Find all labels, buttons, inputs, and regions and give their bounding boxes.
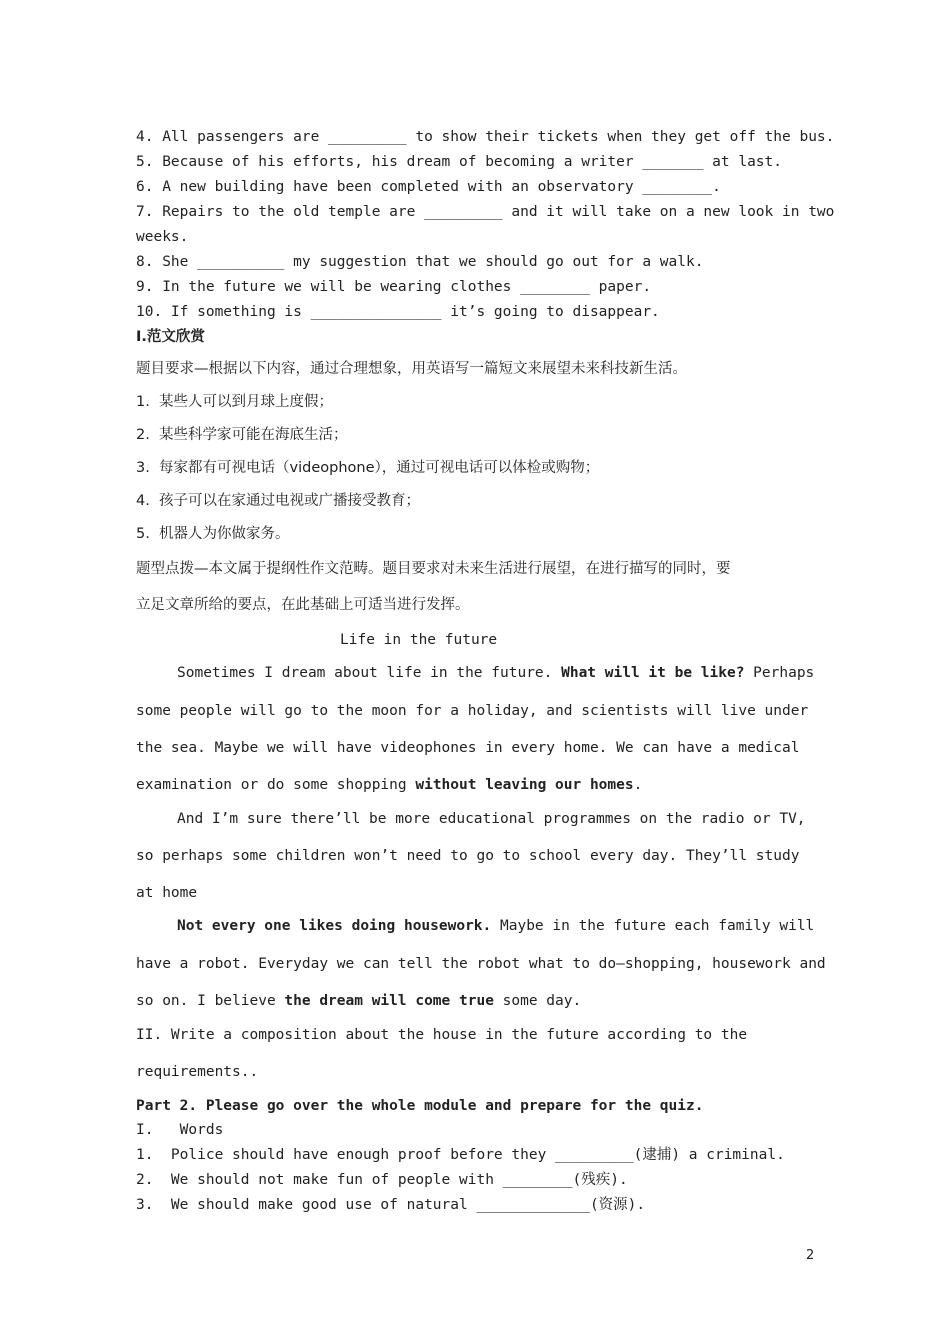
tips-line-1: 题型点拨—本文属于提纲性作文范畴。题目要求对未来生活进行展望，在进行描写的同时，要 <box>136 561 731 577</box>
section2-line1: II. Write a composition about the house in the future according to the <box>136 1027 748 1043</box>
essay-p1-line1 <box>177 664 814 682</box>
tips-line-2: 立足文章所给的要点，在此基础上可适当进行发挥。 <box>136 597 470 613</box>
exercise-item-5: 5. Because of his efforts, his dream of becoming a writer _______ at last. <box>136 154 783 170</box>
prompt-intro: 题目要求—根据以下内容，通过合理想象，用英语写一篇短文来展望未来科技新生活。 <box>136 361 687 377</box>
essay-p1-line2: some people will go to the moon for a holiday, and scientists will live under <box>136 703 809 719</box>
part2-title: Part 2. Please go over the whole module and prepare for the quiz. <box>136 1098 704 1114</box>
essay-text: . <box>633 777 643 793</box>
essay-text: some day. <box>493 993 582 1009</box>
words-item-1: 1. Police should have enough proof before they _________(逮捕) a criminal. <box>136 1147 785 1163</box>
essay-p1-line4 <box>136 776 642 794</box>
essay-text: examination or do some shopping <box>136 777 416 793</box>
words-item-2: 2. We should not make fun of people with ________(残疾). <box>136 1172 628 1188</box>
essay-highlight: Not every one likes doing housework. <box>177 918 492 934</box>
essay-text: Perhaps <box>744 665 815 681</box>
essay-p3-line2: have a robot. Everyday we can tell the robot what to do—shopping, housework and <box>136 956 826 972</box>
essay-title: Life in the future <box>340 632 498 648</box>
essay-p1-line3: the sea. Maybe we will have videophones in every home. We can have a medical <box>136 740 800 756</box>
page-number: 2 <box>806 1248 815 1263</box>
essay-p3-line3 <box>136 992 581 1010</box>
exercise-item-10: 10. If something is _______________ it’s going to disappear. <box>136 304 660 320</box>
essay-highlight: the dream will come true <box>284 993 494 1009</box>
essay-p2-line2: so perhaps some children won’t need to go to school every day. They’ll study <box>136 848 800 864</box>
prompt-item-2: 2. 某些科学家可能在海底生活； <box>136 427 348 443</box>
section-title-model-essay: I.范文欣赏 <box>136 329 205 345</box>
prompt-item-3: 3. 每家都有可视电话（videophone），通过可视电话可以体检或购物； <box>136 460 600 476</box>
essay-highlight: without leaving our homes <box>415 777 634 793</box>
prompt-item-4: 4. 孩子可以在家通过电视或广播接受教育； <box>136 493 421 509</box>
prompt-item-5: 5. 机器人为你做家务。 <box>136 526 290 542</box>
section2-line2: requirements.. <box>136 1064 259 1080</box>
prompt-item-1: 1. 某些人可以到月球上度假； <box>136 394 334 410</box>
exercise-item-7: 7. Repairs to the old temple are _________ and it will take on a new look in two <box>136 204 835 220</box>
essay-text: Sometimes I dream about life in the future. <box>177 665 562 681</box>
exercise-item-4: 4. All passengers are _________ to show their tickets when they get off the bus. <box>136 129 835 145</box>
exercise-item-9: 9. In the future we will be wearing clothes ________ paper. <box>136 279 652 295</box>
essay-p3-line1 <box>177 917 814 935</box>
essay-highlight: What will it be like? <box>561 665 745 681</box>
exercise-item-7-cont: weeks. <box>136 229 189 245</box>
exercise-item-6: 6. A new building have been completed with an observatory ________. <box>136 179 721 195</box>
essay-p2-line1: And I’m sure there’ll be more educational programmes on the radio or TV, <box>177 811 806 827</box>
essay-text: Maybe in the future each family will <box>491 918 815 934</box>
essay-p2-line3: at home <box>136 885 198 901</box>
exercise-item-8: 8. She __________ my suggestion that we should go out for a walk. <box>136 254 704 270</box>
words-item-3: 3. We should make good use of natural _____________(资源). <box>136 1197 646 1213</box>
essay-text: so on. I believe <box>136 993 285 1009</box>
words-title: I. Words <box>136 1122 224 1138</box>
